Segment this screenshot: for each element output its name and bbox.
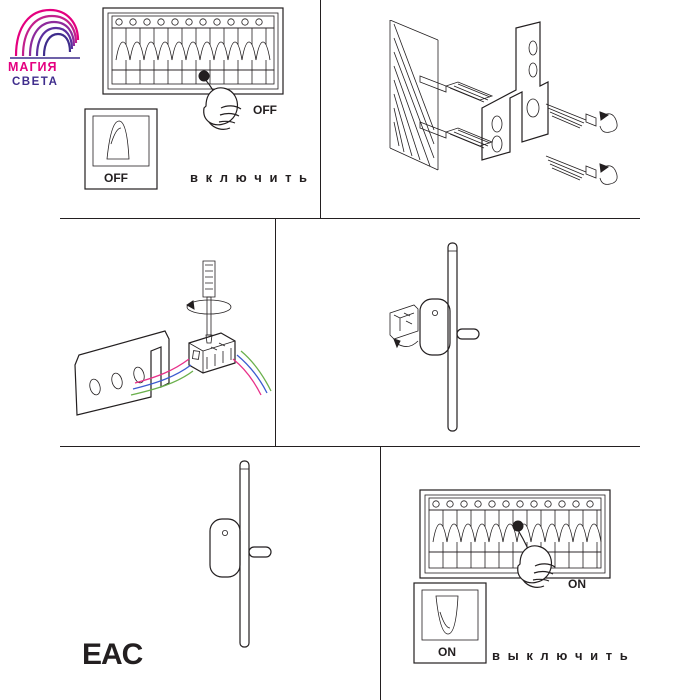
bracket-attach-icon: [390, 305, 418, 339]
divider-vertical-bottom: [380, 446, 381, 700]
wall-switch-state-label-2: ON: [438, 645, 456, 659]
screwdriver-icon: [187, 261, 231, 343]
terminal-block-icon: [189, 333, 235, 373]
panel-mount-fixture: [380, 235, 560, 435]
breaker-state-label-2: ON: [568, 577, 586, 591]
caption-turn-off: в ы к л ю ч и т ь: [492, 648, 630, 663]
screw-icon-2: [546, 156, 617, 184]
brand-name-line1: МАГИЯ: [8, 60, 58, 74]
hand-pointing-icon: [199, 71, 241, 129]
divider-vertical-top: [320, 0, 321, 218]
wires-icon: [131, 351, 271, 395]
dowel-icon: [420, 76, 492, 102]
rotate-arrow-icon: [394, 339, 418, 347]
wall-switch-icon: [414, 583, 486, 663]
panel-wiring: [65, 255, 275, 435]
panel-installed-fixture: [180, 455, 320, 670]
brand-name-line2: СВЕТА: [12, 76, 59, 88]
linear-luminaire-icon: [448, 243, 457, 431]
divider-horizontal-top: [60, 218, 640, 219]
screw-icon: [546, 104, 617, 132]
caption-turn-on: в к л ю ч и т ь: [190, 170, 310, 185]
panel-wall-bracket: [350, 20, 630, 205]
eac-conformity-mark: EAC: [82, 638, 143, 671]
divider-vertical-middle: [275, 218, 276, 446]
breaker-state-label: OFF: [253, 103, 277, 117]
linear-luminaire-icon: [240, 461, 249, 647]
fixture-body-icon: [420, 299, 479, 355]
divider-horizontal-middle: [60, 446, 640, 447]
wall-switch-state-label: OFF: [104, 171, 128, 185]
mounting-bracket-icon: [482, 22, 548, 160]
wall-switch-icon: [85, 109, 157, 189]
wall-hatching-icon: [390, 20, 438, 170]
bracket-icon: [75, 331, 169, 415]
